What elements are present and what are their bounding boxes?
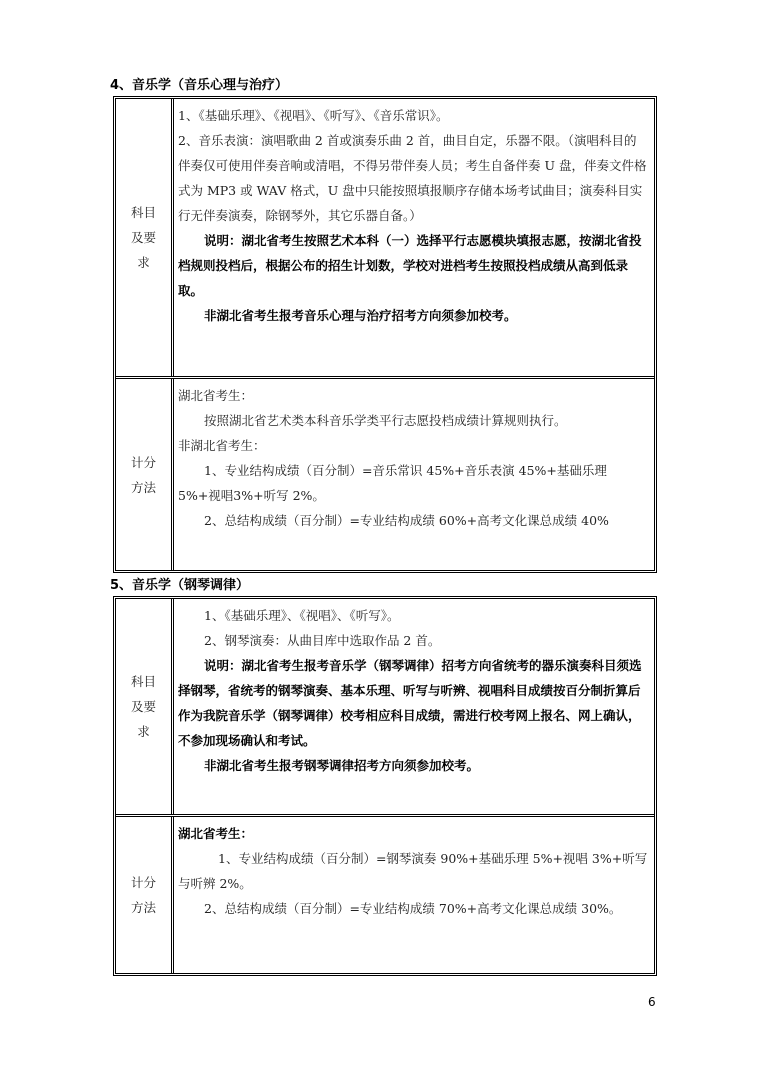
- score-hubei-title: 湖北省考生：: [178, 388, 254, 403]
- score-item-2: 2、总结构成绩（百分制）=专业结构成绩 60%+高考文化课总成绩 40%: [204, 513, 609, 528]
- req-item-2: 2、音乐表演：演唱歌曲 2 首或演奏乐曲 2 首，曲目自定，乐器不限。（演唱科目的伴奏仅可使用伴奏音响或清唱，不得另带伴奏人员；考生自备伴奏 U 盘，伴奏文件格式为 MP3 或 WAV 格式，U 盘中只能按照填报顺序存储本场考试曲目；演奏科目实行无伴奏演奏，除钢琴外，其它乐器自备。）: [178, 133, 647, 223]
- scoring-row: [116, 817, 654, 973]
- section-5-table: [113, 596, 657, 976]
- req-note: 说明：湖北省考生按照艺术本科（一）选择平行志愿模块填报志愿，按湖北省投档规则投档后，根据公布的招生计划数，学校对进档考生按照投档成绩从高到低录取。: [178, 233, 642, 298]
- score-item-1: 1、专业结构成绩（百分制）=钢琴演奏 90%+基础乐理 5%+视唱 3%+听写与听辨 2%。: [178, 851, 648, 891]
- scoring-content: [174, 379, 654, 570]
- req-non-hubei-note: 非湖北省考生报考音乐心理与治疗招考方向须参加校考。: [204, 308, 517, 323]
- scoring-row: [116, 379, 654, 570]
- requirements-label: [116, 99, 174, 376]
- requirements-row: [116, 99, 654, 379]
- scoring-content: [174, 817, 654, 973]
- requirements-label: [116, 599, 174, 814]
- scoring-label-text: 计分方法: [130, 875, 156, 915]
- score-hubei-title: 湖北省考生：: [178, 826, 254, 841]
- req-non-hubei-note: 非湖北省考生报考钢琴调律招考方向须参加校考。: [204, 758, 480, 773]
- scoring-label: [116, 379, 174, 570]
- section-5-heading: 5、音乐学（钢琴调律）: [110, 578, 250, 593]
- score-hubei-rule: 按照湖北省艺术类本科音乐学类平行志愿投档成绩计算规则执行。: [204, 413, 567, 428]
- section-4-heading: 4、音乐学（音乐心理与治疗）: [110, 78, 289, 93]
- req-item-1: 1、《基础乐理》、《视唱》、《听写》、《音乐常识》。: [178, 108, 449, 123]
- requirements-content: [174, 99, 654, 376]
- score-item-2: 2、总结构成绩（百分制）=专业结构成绩 70%+高考文化课总成绩 30%。: [204, 901, 622, 916]
- req-item-1: 1、《基础乐理》、《视唱》、《听写》。: [204, 608, 400, 623]
- requirements-content: [174, 599, 654, 814]
- score-item-1: 1、专业结构成绩（百分制）=音乐常识 45%+音乐表演 45%+基础乐理 5%+视唱3%+听写 2%。: [178, 463, 607, 503]
- req-note: 说明：湖北省考生报考音乐学（钢琴调律）招考方向省统考的器乐演奏科目须选择钢琴，省统考的钢琴演奏、基本乐理、听写与听辨、视唱科目成绩按百分制折算后作为我院音乐学（钢琴调律）校考相应科目成绩，需进行校考网上报名、网上确认，不参加现场确认和考试。: [178, 658, 642, 748]
- requirements-label-text: 科目及要求: [130, 674, 156, 739]
- requirements-label-text: 科目及要求: [130, 205, 156, 270]
- scoring-label-text: 计分方法: [130, 454, 156, 495]
- req-item-2: 2、钢琴演奏：从曲目库中选取作品 2 首。: [204, 633, 441, 648]
- section-4-table: [113, 96, 657, 573]
- scoring-label: [116, 817, 174, 973]
- score-non-hubei-title: 非湖北省考生：: [178, 438, 266, 453]
- page-number: 6: [648, 995, 656, 1009]
- requirements-row: [116, 599, 654, 817]
